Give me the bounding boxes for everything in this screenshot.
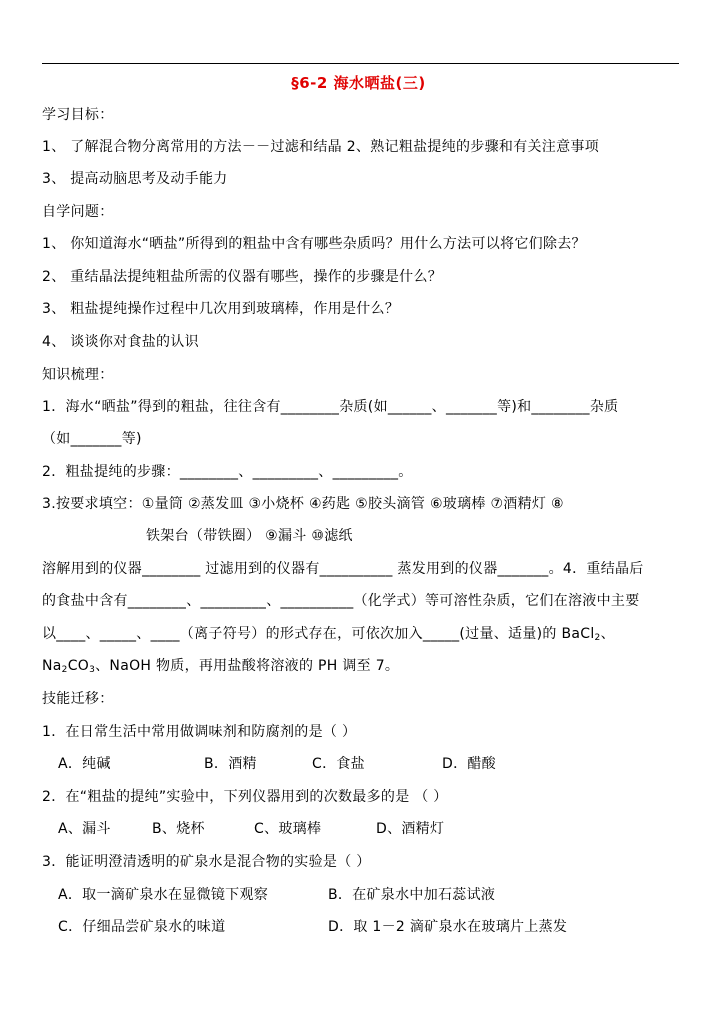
self-study-item: 3、 粗盐提纯操作过程中几次用到玻璃棒，作用是什么？ <box>42 301 400 317</box>
question-option: C．仔细品尝矿泉水的味道 <box>58 919 226 935</box>
self-study-heading: 自学问题： <box>42 204 114 220</box>
page-title: §6-2 海水晒盐(三) <box>291 74 426 92</box>
goals-heading: 学习目标： <box>42 107 114 123</box>
knowledge-item-1-cont: （如_______等) <box>42 431 142 447</box>
self-study-item: 2、 重结晶法提纯粗盐所需的仪器有哪些，操作的步骤是什么？ <box>42 269 443 285</box>
question-option: C、玻璃棒 <box>254 821 322 837</box>
goal-item: 1、 了解混合物分离常用的方法－－过滤和结晶 2、熟记粗盐提纯的步骤和有关注意事项 <box>42 139 600 155</box>
knowledge-item-3: 3.按要求填空：①量筒 ②蒸发皿 ③小烧杯 ④药匙 ⑤胶头滴管 ⑥玻璃棒 ⑦酒精灯 ⑧ <box>42 496 564 512</box>
self-study-item: 1、 你知道海水“晒盐”所得到的粗盐中含有哪些杂质吗？用什么方法可以将它们除去？ <box>42 236 586 252</box>
question-option: B．酒精 <box>204 756 257 772</box>
question-stem: 2．在“粗盐的提纯”实验中，下列仪器用到的次数最多的是 （ ） <box>42 789 448 805</box>
self-study-item: 4、 谈谈你对食盐的认识 <box>42 334 199 350</box>
question-stem: 3．能证明澄清透明的矿泉水是混合物的实验是（ ） <box>42 854 371 870</box>
knowledge-item-4-cont: 以____、_____、____（离子符号）的形式存在，可依次加入_____(过量、适量)的 BaCl$_2$、 <box>42 626 615 643</box>
knowledge-item-2: 2．粗盐提纯的步骤：________、_________、_________。 <box>42 464 413 480</box>
knowledge-item-4: 的食盐中含有________、_________、__________（化学式）等可溶性杂质，它们在溶液中主要 <box>42 593 640 609</box>
question-option: A．取一滴矿泉水在显微镜下观察 <box>58 887 269 903</box>
goal-item: 3、 提高动脑思考及动手能力 <box>42 171 228 187</box>
question-option: A．纯碱 <box>58 756 111 772</box>
question-option: A、漏斗 <box>58 821 111 837</box>
knowledge-item-3-fill: 溶解用到的仪器________ 过滤用到的仪器有__________ 蒸发用到的仪器_______。4．重结晶后 <box>42 561 644 577</box>
question-stem: 1．在日常生活中常用做调味剂和防腐剂的是（ ） <box>42 724 357 740</box>
knowledge-heading: 知识梳理： <box>42 367 114 383</box>
question-option: D．取 1－2 滴矿泉水在玻璃片上蒸发 <box>328 919 568 935</box>
header-rule <box>42 63 679 64</box>
question-option: B．在矿泉水中加石蕊试液 <box>328 887 496 903</box>
question-option: D、酒精灯 <box>376 821 445 837</box>
knowledge-item-1: 1．海水“晒盐”得到的粗盐，往往含有________杂质(如______、_______等)和________杂质 <box>42 399 619 415</box>
question-option: C．食盐 <box>312 756 365 772</box>
knowledge-item-4-end: $Na_2CO_3$、NaOH 物质，再用盐酸将溶液的 PH 调至 7。 <box>42 658 400 675</box>
knowledge-item-3-cont: 铁架台（带铁圈） ⑨漏斗 ⑩滤纸 <box>146 528 353 544</box>
question-option: B、烧杯 <box>152 821 205 837</box>
skills-heading: 技能迁移： <box>42 691 114 707</box>
question-option: D．醋酸 <box>442 756 496 772</box>
